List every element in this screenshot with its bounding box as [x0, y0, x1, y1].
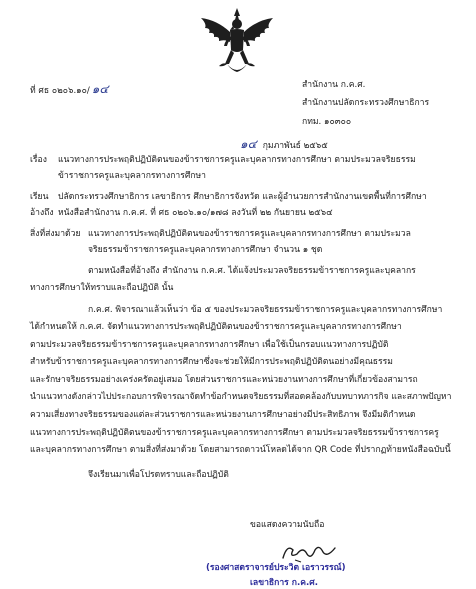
signature-icon [279, 540, 339, 564]
para1-line: ตามหนังสือที่อ้างถึง สำนักงาน ก.ค.ศ. ได้แจ้งประมวลจริยธรรมข้าราชการครูและบุคลากร [88, 266, 416, 276]
para2-line: ก.ค.ศ. พิจารณาแล้วเห็นว่า ข้อ ๕ ของประมวลจริยธรรมข้าราชการครูและบุคลากรทางการศึกษา [88, 305, 443, 315]
para2-line: และบุคลากรทางการศึกษา ตามสิ่งที่ส่งมาด้วย โดยสามารถดาวน์โหลดได้จาก QR Code ที่ปรากฏท้ายหนังสือฉบับนี้ [30, 445, 451, 455]
office-line-1: สำนักงาน ก.ค.ศ. [302, 80, 366, 90]
para2-line: ได้กำหนดให้ ก.ค.ศ. จัดทำแนวทางการประพฤติปฏิบัติตนของข้าราชการครูและบุคลากรทางการศึกษา [30, 322, 402, 332]
date-rest: กุมภาพันธ์ ๒๕๖๕ [262, 141, 328, 151]
closing-request: จึงเรียนมาเพื่อโปรดทราบและถือปฏิบัติ [88, 470, 229, 480]
date-day-handwritten: ๑๔ [240, 137, 257, 151]
enclosure-line-1: แนวทางการประพฤติปฏิบัติตนของข้าราชการครูและบุคลากรทางการศึกษา ตามประมวล [88, 229, 411, 239]
reference-number-handwritten: ๑๔ [91, 82, 109, 96]
para2-line: นำแนวทางดังกล่าวไปประกอบการพิจารณาจัดทำข้อกำหนดจริยธรรมที่สอดคล้องกับบทบาทภารกิจ และสภาพปัญหา [30, 392, 452, 402]
para2-line: และรักษาจริยธรรมอย่างเคร่งครัดอยู่เสมอ โดยส่วนราชการและหน่วยงานทางการศึกษาที่เกี่ยวข้องสามารถ [30, 375, 418, 385]
para2-line: สำหรับข้าราชการครูและบุคลากรทางการศึกษาซึ่งจะช่วยให้มีการประพฤติปฏิบัติตนอย่างมีคุณธรรม [30, 357, 393, 367]
garuda-emblem-icon [197, 6, 277, 78]
enclosure-label: สิ่งที่ส่งมาด้วย [30, 229, 81, 239]
reference-text: หนังสือสำนักงาน ก.ค.ศ. ที่ ศธ ๐๒๐๖.๑๐/๑๗๘ ลงวันที่ ๒๒ กันยายน ๒๕๖๔ [58, 208, 333, 218]
recipient-label: เรียน [30, 192, 49, 202]
reference-number [30, 84, 108, 97]
para2-line: แนวทางการประพฤติปฏิบัติตนของข้าราชการครูและบุคลากรทางการศึกษา ตามประมวลจริยธรรมข้าราชการครู [30, 428, 439, 438]
closing-regards: ขอแสดงความนับถือ [250, 520, 325, 530]
reference-number-printed: ที่ ศธ ๐๒๐๖.๑๐/ [30, 86, 90, 96]
office-line-3: กทม. ๑๐๓๐๐ [302, 117, 352, 127]
subject-label: เรื่อง [30, 155, 47, 165]
para1-line: ทางการศึกษาให้ทราบและถือปฏิบัติ นั้น [30, 283, 174, 293]
subject-line-2: ข้าราชการครูและบุคลากรทางการศึกษา [58, 171, 206, 181]
para2-line: ความเสี่ยงทางจริยธรรมของแต่ละส่วนราชการและหน่วยงานการศึกษาอย่างมีประสิทธิภาพ จึงมีมติกำหนด [30, 410, 416, 420]
enclosure-line-2: จริยธรรมข้าราชการครูและบุคลากรทางการศึกษา จำนวน ๑ ชุด [88, 245, 323, 255]
letter-date [240, 139, 328, 152]
signatory-name: (รองศาสตราจารย์ประวิต เอราวรรณ์) [206, 563, 346, 573]
recipient-text: ปลัดกระทรวงศึกษาธิการ เลขาธิการ ศึกษาธิการจังหวัด และผู้อำนวยการสำนักงานเขตพื้นที่การศึกษา [58, 192, 427, 202]
reference-label: อ้างถึง [30, 208, 54, 218]
para2-line: ตามประมวลจริยธรรมข้าราชการครูและบุคลากรทางการศึกษา เพื่อใช้เป็นกรอบแนวทางการปฏิบัติ [30, 340, 389, 350]
subject-line-1: แนวทางการประพฤติปฏิบัติตนของข้าราชการครูและบุคลากรทางการศึกษา ตามประมวลจริยธรรม [58, 155, 416, 165]
signatory-position: เลขาธิการ ก.ค.ศ. [250, 578, 318, 588]
office-line-2: สำนักงานปลัดกระทรวงศึกษาธิการ [302, 98, 430, 108]
